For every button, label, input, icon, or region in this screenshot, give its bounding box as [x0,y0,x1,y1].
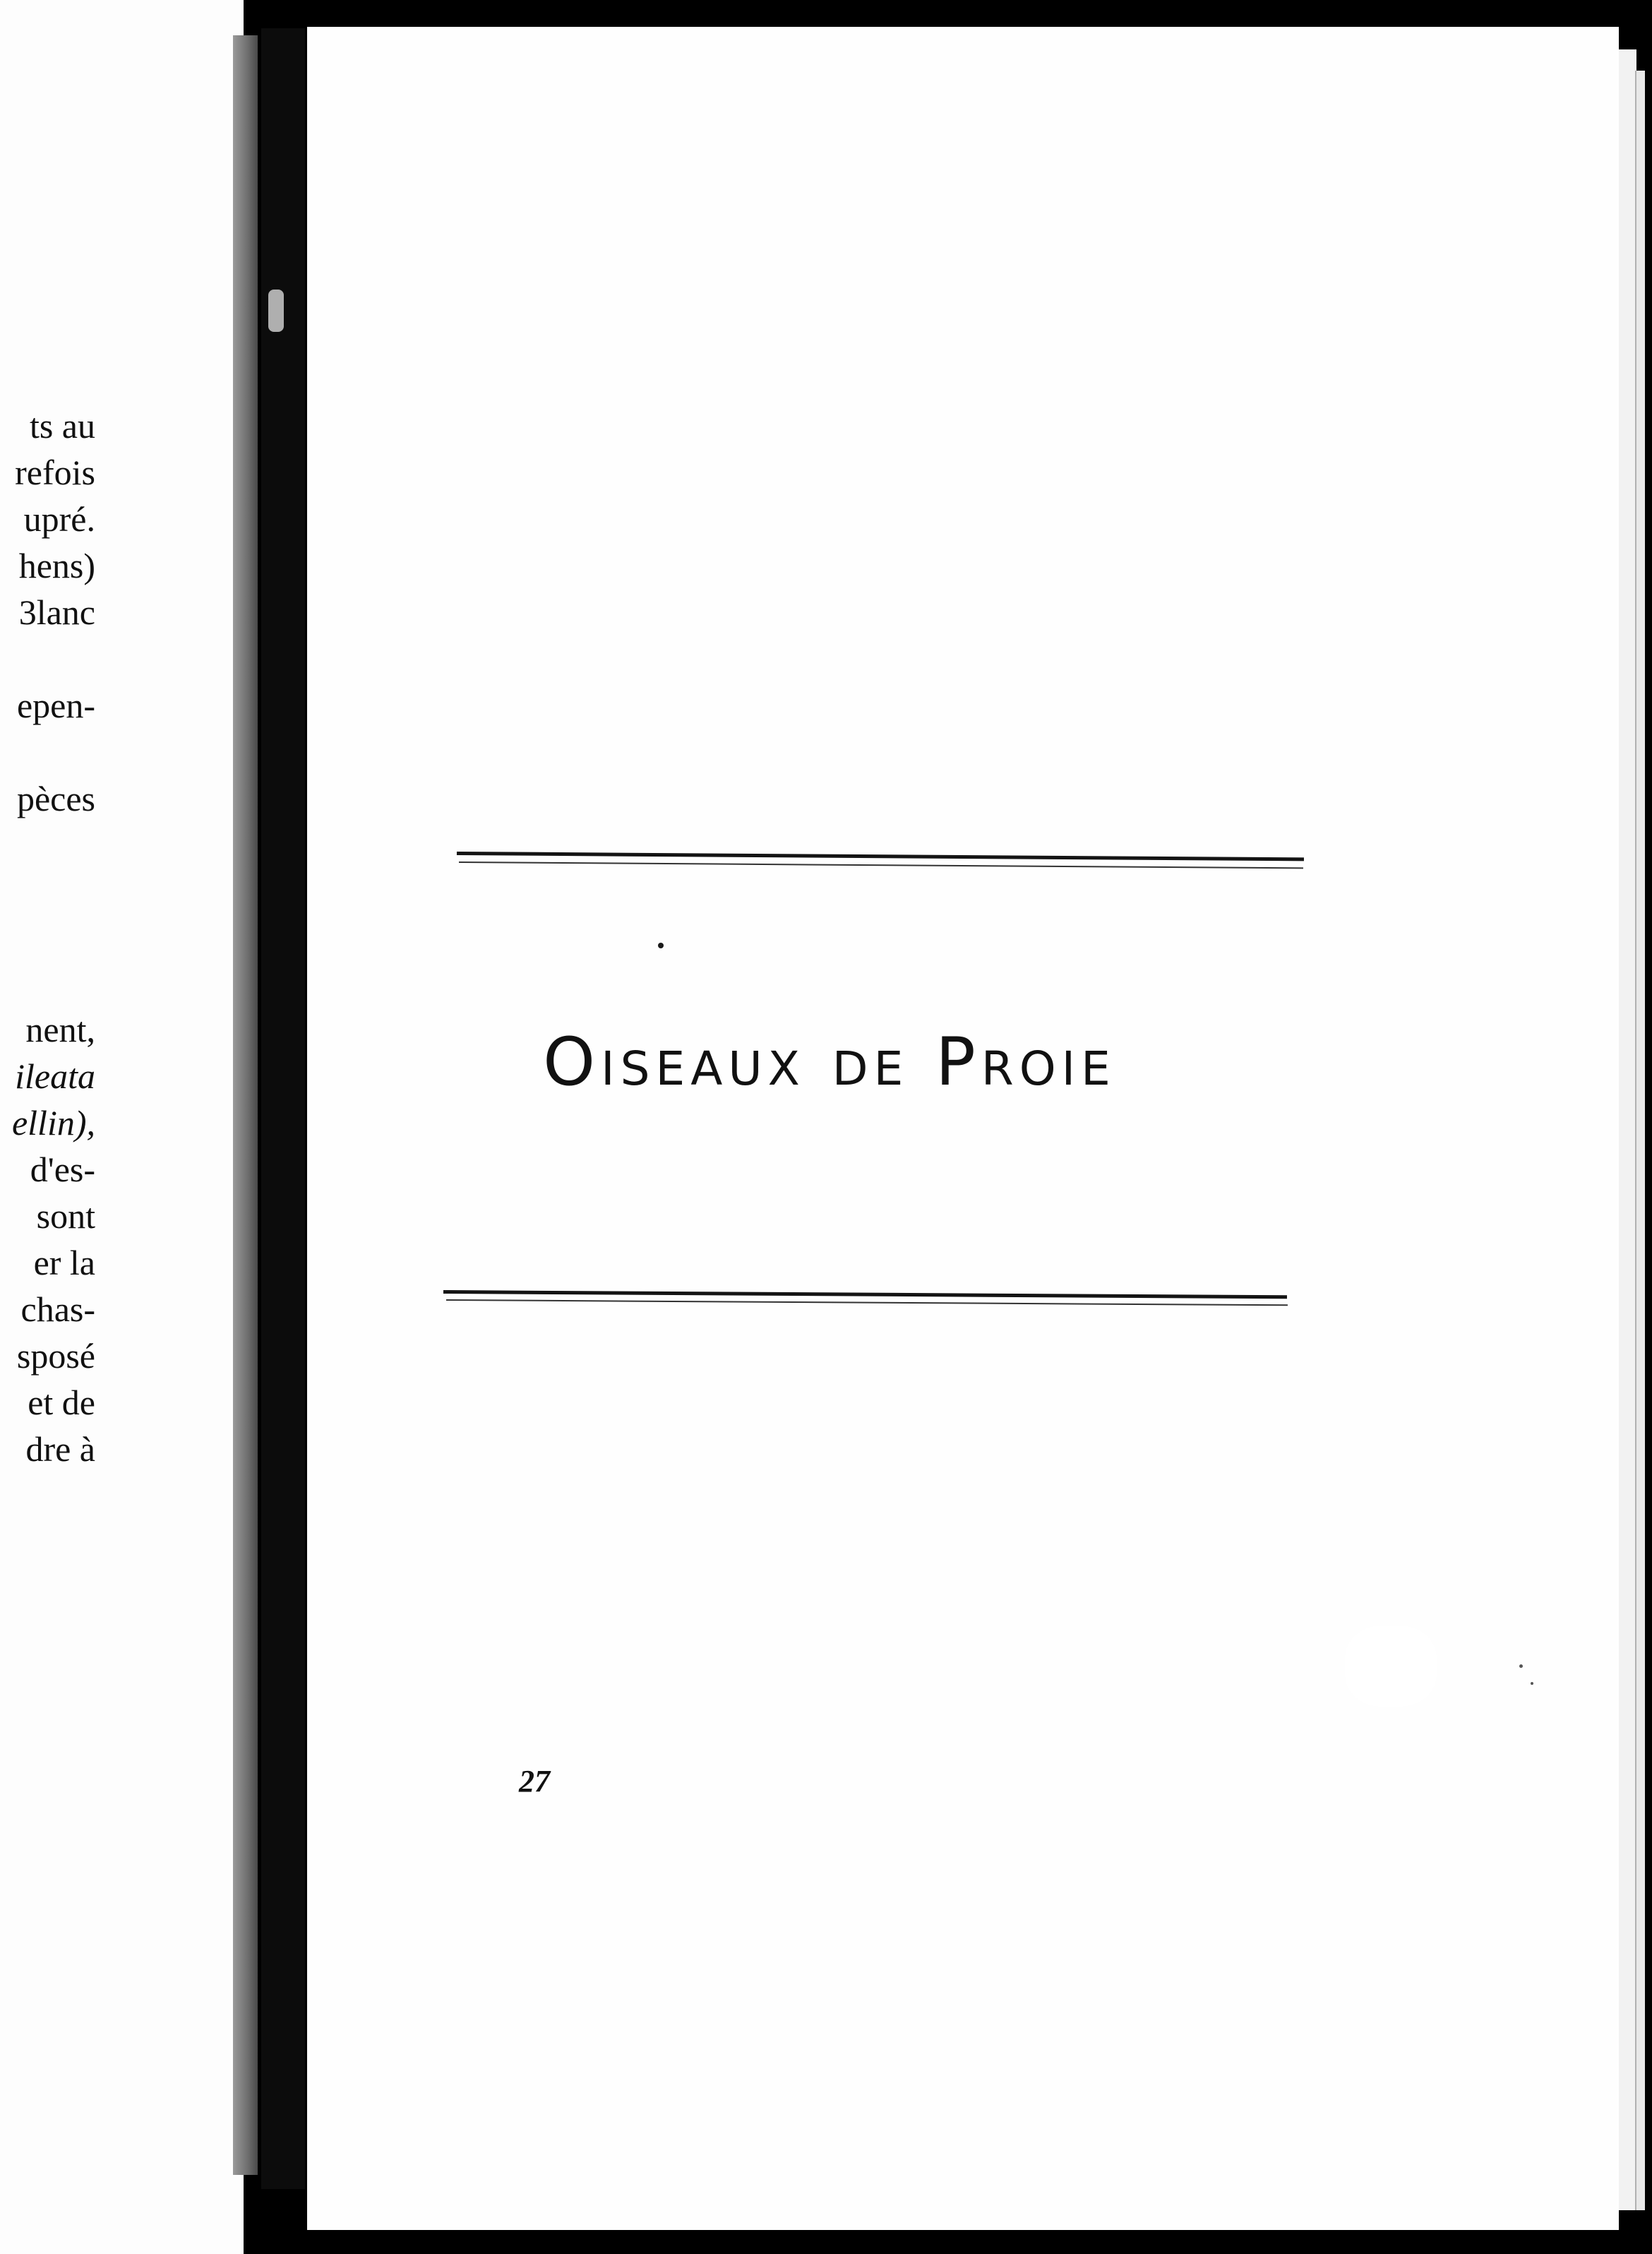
page-edge [1617,49,1636,2210]
left-line: pèces [16,779,95,818]
page-edge [1635,71,1645,2210]
left-line: upré. [23,499,95,539]
left-line: d'es- [30,1150,95,1189]
left-line: dre à [25,1429,95,1469]
left-line: ts au [29,406,95,446]
left-line: er la [33,1243,95,1282]
left-line: chas- [20,1289,95,1329]
left-page [0,0,244,2254]
left-line: ileata [15,1056,95,1096]
left-line: hens) [18,546,95,585]
gutter-mark [268,290,284,332]
page-number: 27 [519,1764,550,1799]
section-title-text: Oiseaux de Proie [543,1024,1116,1101]
left-line: sont [36,1196,95,1236]
left-line: ellin), [11,1103,95,1143]
ink-speck [1519,1664,1523,1668]
left-line: sposé [16,1336,95,1376]
left-line: refois [15,453,95,492]
spine-shadow [233,35,258,2175]
right-page [307,27,1619,2230]
left-line: 3lanc [18,592,95,632]
left-line: nent, [25,1010,95,1049]
book-gutter [261,28,305,2189]
left-page-text [0,0,95,2254]
ink-dot [658,943,664,948]
ink-speck [1531,1682,1533,1685]
paper-smudge [1345,1626,1437,1707]
left-line: epen- [16,686,95,725]
section-title [0,1024,1652,1101]
left-line: et de [28,1383,95,1422]
